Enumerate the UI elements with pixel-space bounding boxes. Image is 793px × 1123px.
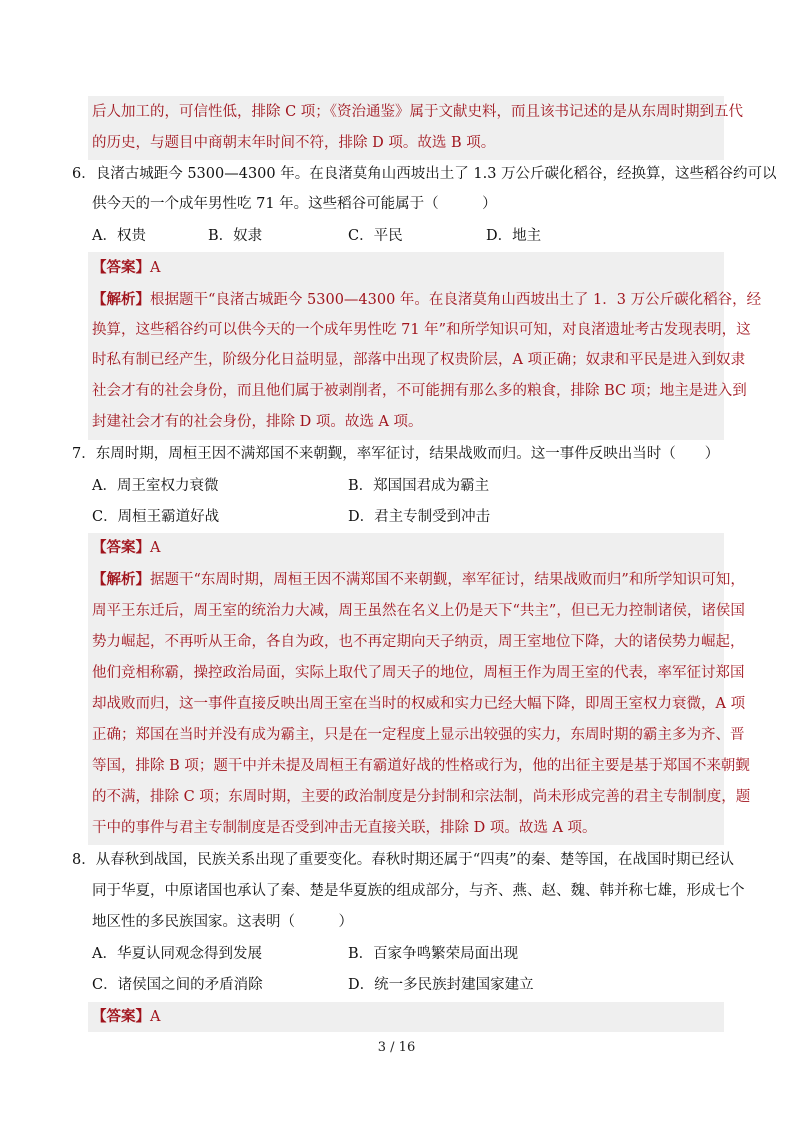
analysis-line: 后人加工的，可信性低，排除 C 项；《资治通鉴》属于文献史料，而且该书记述的是从东周时期到五代	[92, 104, 744, 120]
analysis-line: 封建社会才有的社会身份，排除 D 项。故选 A 项。	[92, 414, 423, 430]
analysis-line: 干中的事件与君主专制制度是否受到冲击无直接关联，排除 D 项。故选 A 项。	[92, 820, 597, 836]
analysis-label: 【解析】	[92, 291, 150, 308]
answer-value: A	[150, 260, 161, 276]
option-c: C．周桓王霸道好战	[92, 509, 220, 525]
option-b: B．奴隶	[208, 228, 263, 244]
question-6-text: 6．良渚古城距今 5300—4300 年。在良渚莫角山西坡出土了 1.3 万公斤碳化稻谷，经换算，这些稻谷约可以	[72, 166, 777, 182]
analysis-line: 时私有制已经产生，阶级分化日益明显，部落中出现了权贵阶层，A 项正确；奴隶和平民是进入到奴隶	[92, 352, 746, 368]
option-b: B．郑国国君成为霸主	[348, 478, 490, 494]
answer-label: 【答案】	[92, 259, 150, 276]
analysis-line: 等国，排除 B 项；题干中并未提及周桓王有霸道好战的性格或行为，他的出征主要是基于郑国不来朝觐	[92, 758, 750, 774]
analysis-line: 社会才有的社会身份，而且他们属于被剥削者，不可能拥有那么多的粮食，排除 BC 项；地主是进入到	[92, 383, 747, 399]
question-8-text: 8．从春秋到战国，民族关系出现了重要变化。春秋时期还属于“四夷”的秦、楚等国，在战国时期已经认	[72, 852, 735, 868]
option-b: B．百家争鸣繁荣局面出现	[348, 946, 519, 962]
analysis-line: 他们竞相称霸，操控政治局面，实际上取代了周天子的地位，周桓王作为周王室的代表，率军征讨郑国	[92, 665, 745, 681]
question-7-text: 7．东周时期，周桓王因不满郑国不来朝觐，率军征讨，结果战败而归。这一事件反映出当时（ ）	[72, 446, 720, 462]
answer-shade	[88, 1002, 724, 1032]
analysis-line: 的历史，与题目中商朝末年时间不符，排除 D 项。故选 B 项。	[92, 135, 496, 151]
analysis-line: 势力崛起，不再听从王命，各自为政，也不再定期向天子纳贡，周王室地位下降，大的诸侯势力崛起，	[92, 634, 745, 650]
answer-value: A	[150, 540, 161, 556]
answer-row	[92, 538, 160, 558]
answer-row	[92, 258, 160, 278]
option-c: C．诸侯国之间的矛盾消除	[92, 977, 263, 993]
answer-label: 【答案】	[92, 1008, 150, 1025]
question-6-text: 供今天的一个成年男性吃 71 年。这些稻谷可能属于（ ）	[92, 196, 497, 212]
option-d: D．君主专制受到冲击	[348, 509, 491, 525]
analysis-first-line	[92, 290, 761, 310]
option-d: D．统一多民族封建国家建立	[348, 977, 534, 993]
option-d: D．地主	[486, 228, 542, 244]
option-a: A．华夏认同观念得到发展	[92, 946, 262, 962]
analysis-text: 据题干“东周时期，周桓王因不满郑国不来朝觐，率军征讨，结果战败而归”和所学知识可知，	[150, 572, 745, 588]
option-a: A．周王室权力衰微	[92, 478, 219, 494]
option-c: C．平民	[348, 228, 403, 244]
question-8-text: 地区性的多民族国家。这表明（ ）	[92, 914, 353, 930]
analysis-label: 【解析】	[92, 571, 150, 588]
option-a: A．权贵	[92, 228, 146, 244]
answer-value: A	[150, 1009, 161, 1025]
analysis-line: 的不满，排除 C 项；东周时期，主要的政治制度是分封制和宗法制，尚未形成完善的君主专制制度，题	[92, 789, 751, 805]
analysis-text: 根据题干“良渚古城距今 5300—4300 年。在良渚莫角山西坡出土了 1．3 万公斤碳化稻谷，经	[150, 292, 762, 308]
analysis-line: 换算，这些稻谷约可以供今天的一个成年男性吃 71 年”和所学知识可知，对良渚遗址考古发现表明，这	[92, 322, 751, 338]
analysis-line: 正确；郑国在当时并没有成为霸主，只是在一定程度上显示出较强的实力，东周时期的霸主多为齐、晋	[92, 727, 745, 743]
page-number: 3 / 16	[377, 1040, 416, 1055]
analysis-first-line	[92, 570, 745, 590]
question-8-text: 同于华夏，中原诸国也承认了秦、楚是华夏族的组成部分，与齐、燕、赵、魏、韩并称七雄，形成七个	[92, 883, 745, 899]
answer-row	[92, 1007, 160, 1027]
analysis-line: 周平王东迁后，周王室的统治力大减，周王虽然在名义上仍是天下“共主”，但已无力控制诸侯，诸侯国	[92, 603, 745, 619]
analysis-line: 却战败而归，这一事件直接反映出周王室在当时的权威和实力已经大幅下降，即周王室权力衰微，A 项	[92, 696, 746, 712]
answer-label: 【答案】	[92, 539, 150, 556]
